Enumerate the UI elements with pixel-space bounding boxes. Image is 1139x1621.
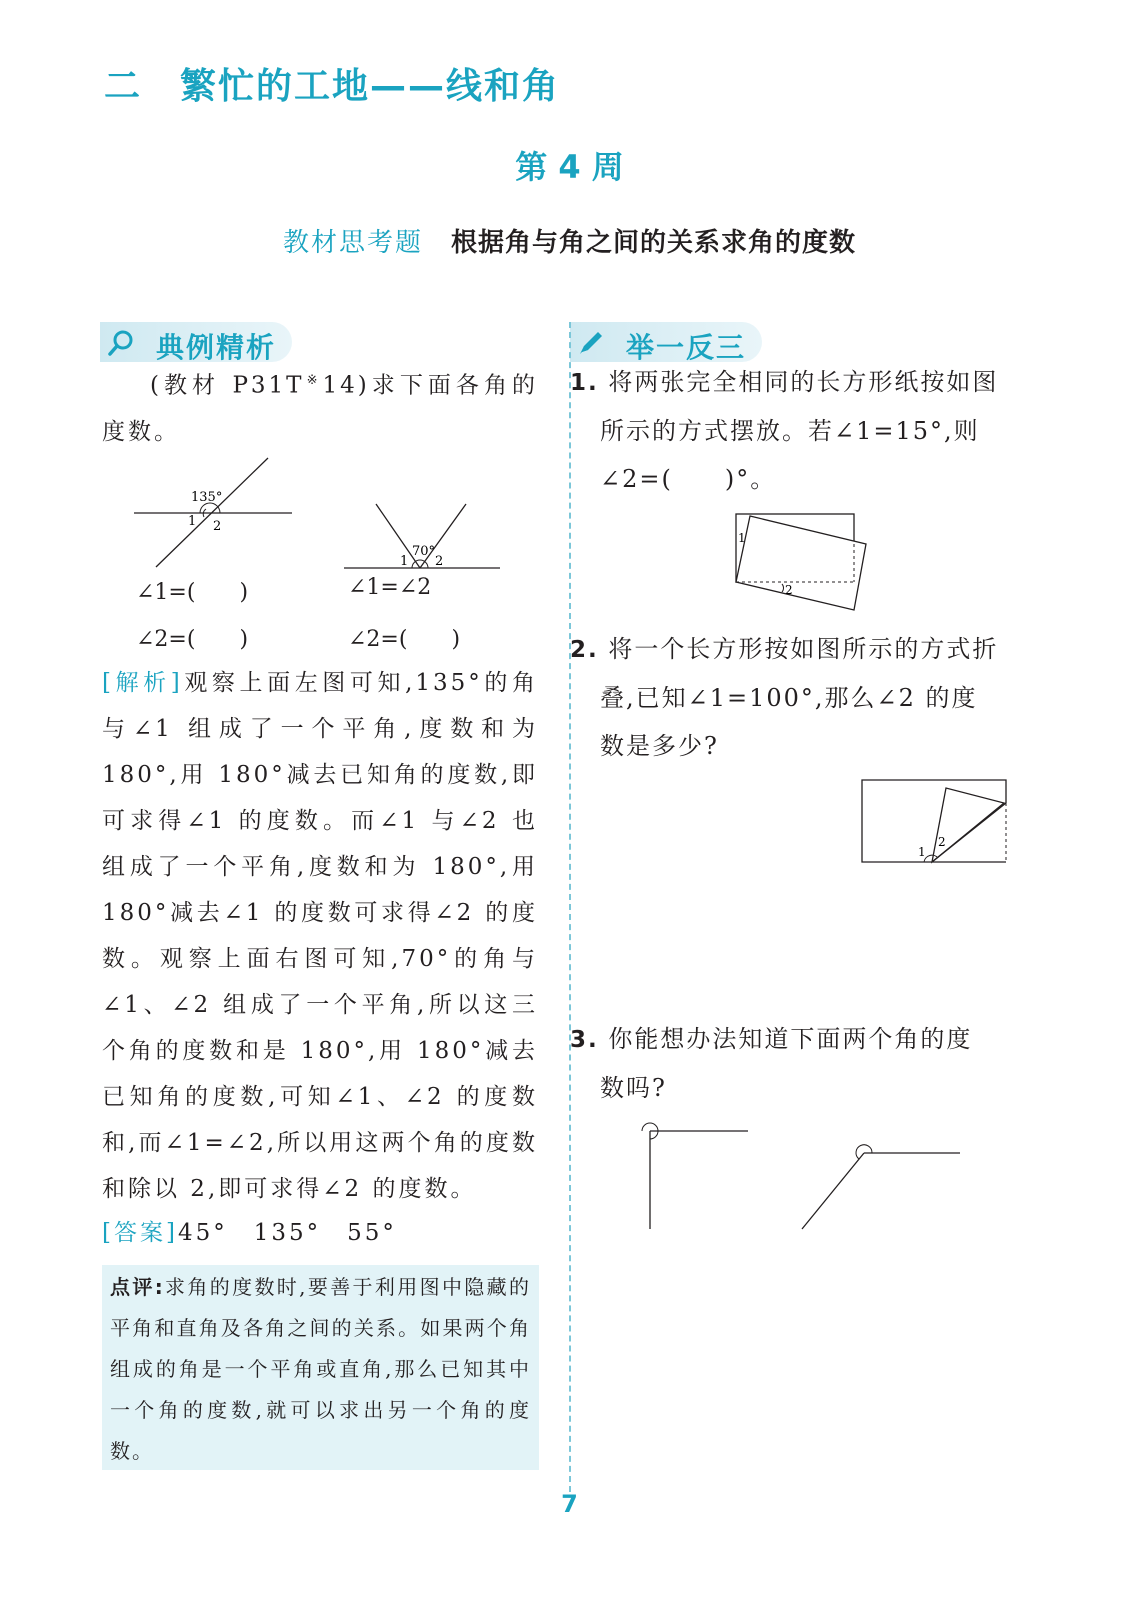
right-section-header — [570, 322, 762, 362]
fig2-label-1: 1 — [400, 554, 409, 569]
fig1-label-1: 1 — [188, 514, 197, 529]
magnifier-icon — [106, 326, 138, 358]
question-2 — [570, 625, 1010, 770]
topic-label: 教材思考题 — [282, 228, 423, 258]
question-3 — [570, 1015, 1010, 1112]
q3-figure-two-angles — [630, 1115, 980, 1235]
comment-paragraph — [102, 1265, 539, 1472]
fig1-angle-label: 135° — [191, 490, 223, 505]
example-intro: (教材 P31T※14)求下面各角的度数。 — [102, 372, 538, 445]
analysis-tag: [解析] — [102, 670, 183, 696]
fig2-angle-label: 70° — [412, 544, 436, 559]
fig2-blank-1: ∠1=∠2 — [348, 575, 432, 600]
topic-text: 根据角与角之间的关系求角的度数 — [451, 228, 857, 258]
q1-number: 1. — [570, 370, 599, 396]
q1-line-3: ∠2=( )°。 — [600, 465, 777, 493]
topic-line — [0, 222, 1139, 259]
q3-number: 3. — [570, 1027, 599, 1053]
q1-line-1: 将两张完全相同的长方形纸按如图 — [608, 368, 999, 396]
figure-angles-on-line — [340, 498, 505, 573]
figure-intersecting-lines — [120, 455, 310, 570]
q1-fig-label-1: 1 — [738, 531, 746, 545]
q3-line-2: 数吗? — [600, 1074, 667, 1102]
q2-line-1: 将一个长方形按如图所示的方式折 — [608, 635, 999, 663]
fig2-label-2: 2 — [435, 554, 444, 569]
week-title: 第 4 周 — [515, 148, 624, 186]
answer-text: 45° 135° 55° — [177, 1220, 397, 1246]
q2-fig-label-2: 2 — [938, 835, 946, 849]
analysis-paragraph — [102, 660, 538, 1212]
fig2-blank-2: ∠2=( ) — [348, 627, 461, 652]
q2-fig-label-1: 1 — [918, 845, 926, 859]
left-section-header — [100, 322, 292, 362]
unit-title: 二 繁忙的工地——线和角 — [104, 66, 561, 107]
q2-line-3: 数是多少? — [600, 732, 719, 760]
q1-figure-rectangles — [730, 510, 870, 615]
pencil-icon — [576, 326, 608, 358]
answer-tag: [答案] — [102, 1220, 178, 1246]
question-1 — [570, 358, 1010, 503]
right-section-label: 举一反三 — [626, 331, 747, 364]
q3-line-1: 你能想办法知道下面两个角的度 — [608, 1025, 973, 1053]
comment-tag: 点评: — [110, 1275, 165, 1299]
q1-fig-label-2: 2 — [785, 583, 793, 597]
comment-box — [102, 1265, 539, 1470]
fig1-label-2: 2 — [213, 519, 222, 534]
q2-line-2: 叠,已知∠1=100°,那么∠2 的度 — [600, 684, 978, 712]
analysis-text: 观察上面左图可知,135°的角与∠1 组成了一个平角,度数和为 180°,用 180°减去已知角的度数,即可求得∠1 的度数。而∠1 与∠2 也组成了一个平角,度数和为 180°,用 180°减去∠1 的度数可求得∠2 的度数。观察上面右图可知,70°的角与∠1、∠2 组成了一个平角,所以这三个角的度数和是 180°,用 180°减去已知角的度数,可知∠1、∠2 的度数和,而∠1=∠2,所以用这两个角的度数和除以 2,即可求得∠2 的度数。 — [102, 670, 538, 1202]
page-number: 7 — [561, 1490, 578, 1518]
q2-number: 2. — [570, 637, 599, 663]
fig1-blank-2: ∠2=( ) — [136, 627, 249, 652]
left-section-label: 典例精析 — [156, 331, 277, 364]
q1-line-2: 所示的方式摆放。若∠1=15°,则 — [600, 417, 980, 445]
comment-text: 求角的度数时,要善于利用图中隐藏的平角和直角及各角之间的关系。如果两个角组成的角是一个平角或直角,那么已知其中一个角的度数,就可以求出另一个角的度数。 — [110, 1275, 532, 1463]
answer-line — [102, 1210, 538, 1256]
q2-figure-folded-rectangle — [858, 778, 1008, 868]
fig1-blank-1: ∠1=( ) — [136, 580, 249, 605]
